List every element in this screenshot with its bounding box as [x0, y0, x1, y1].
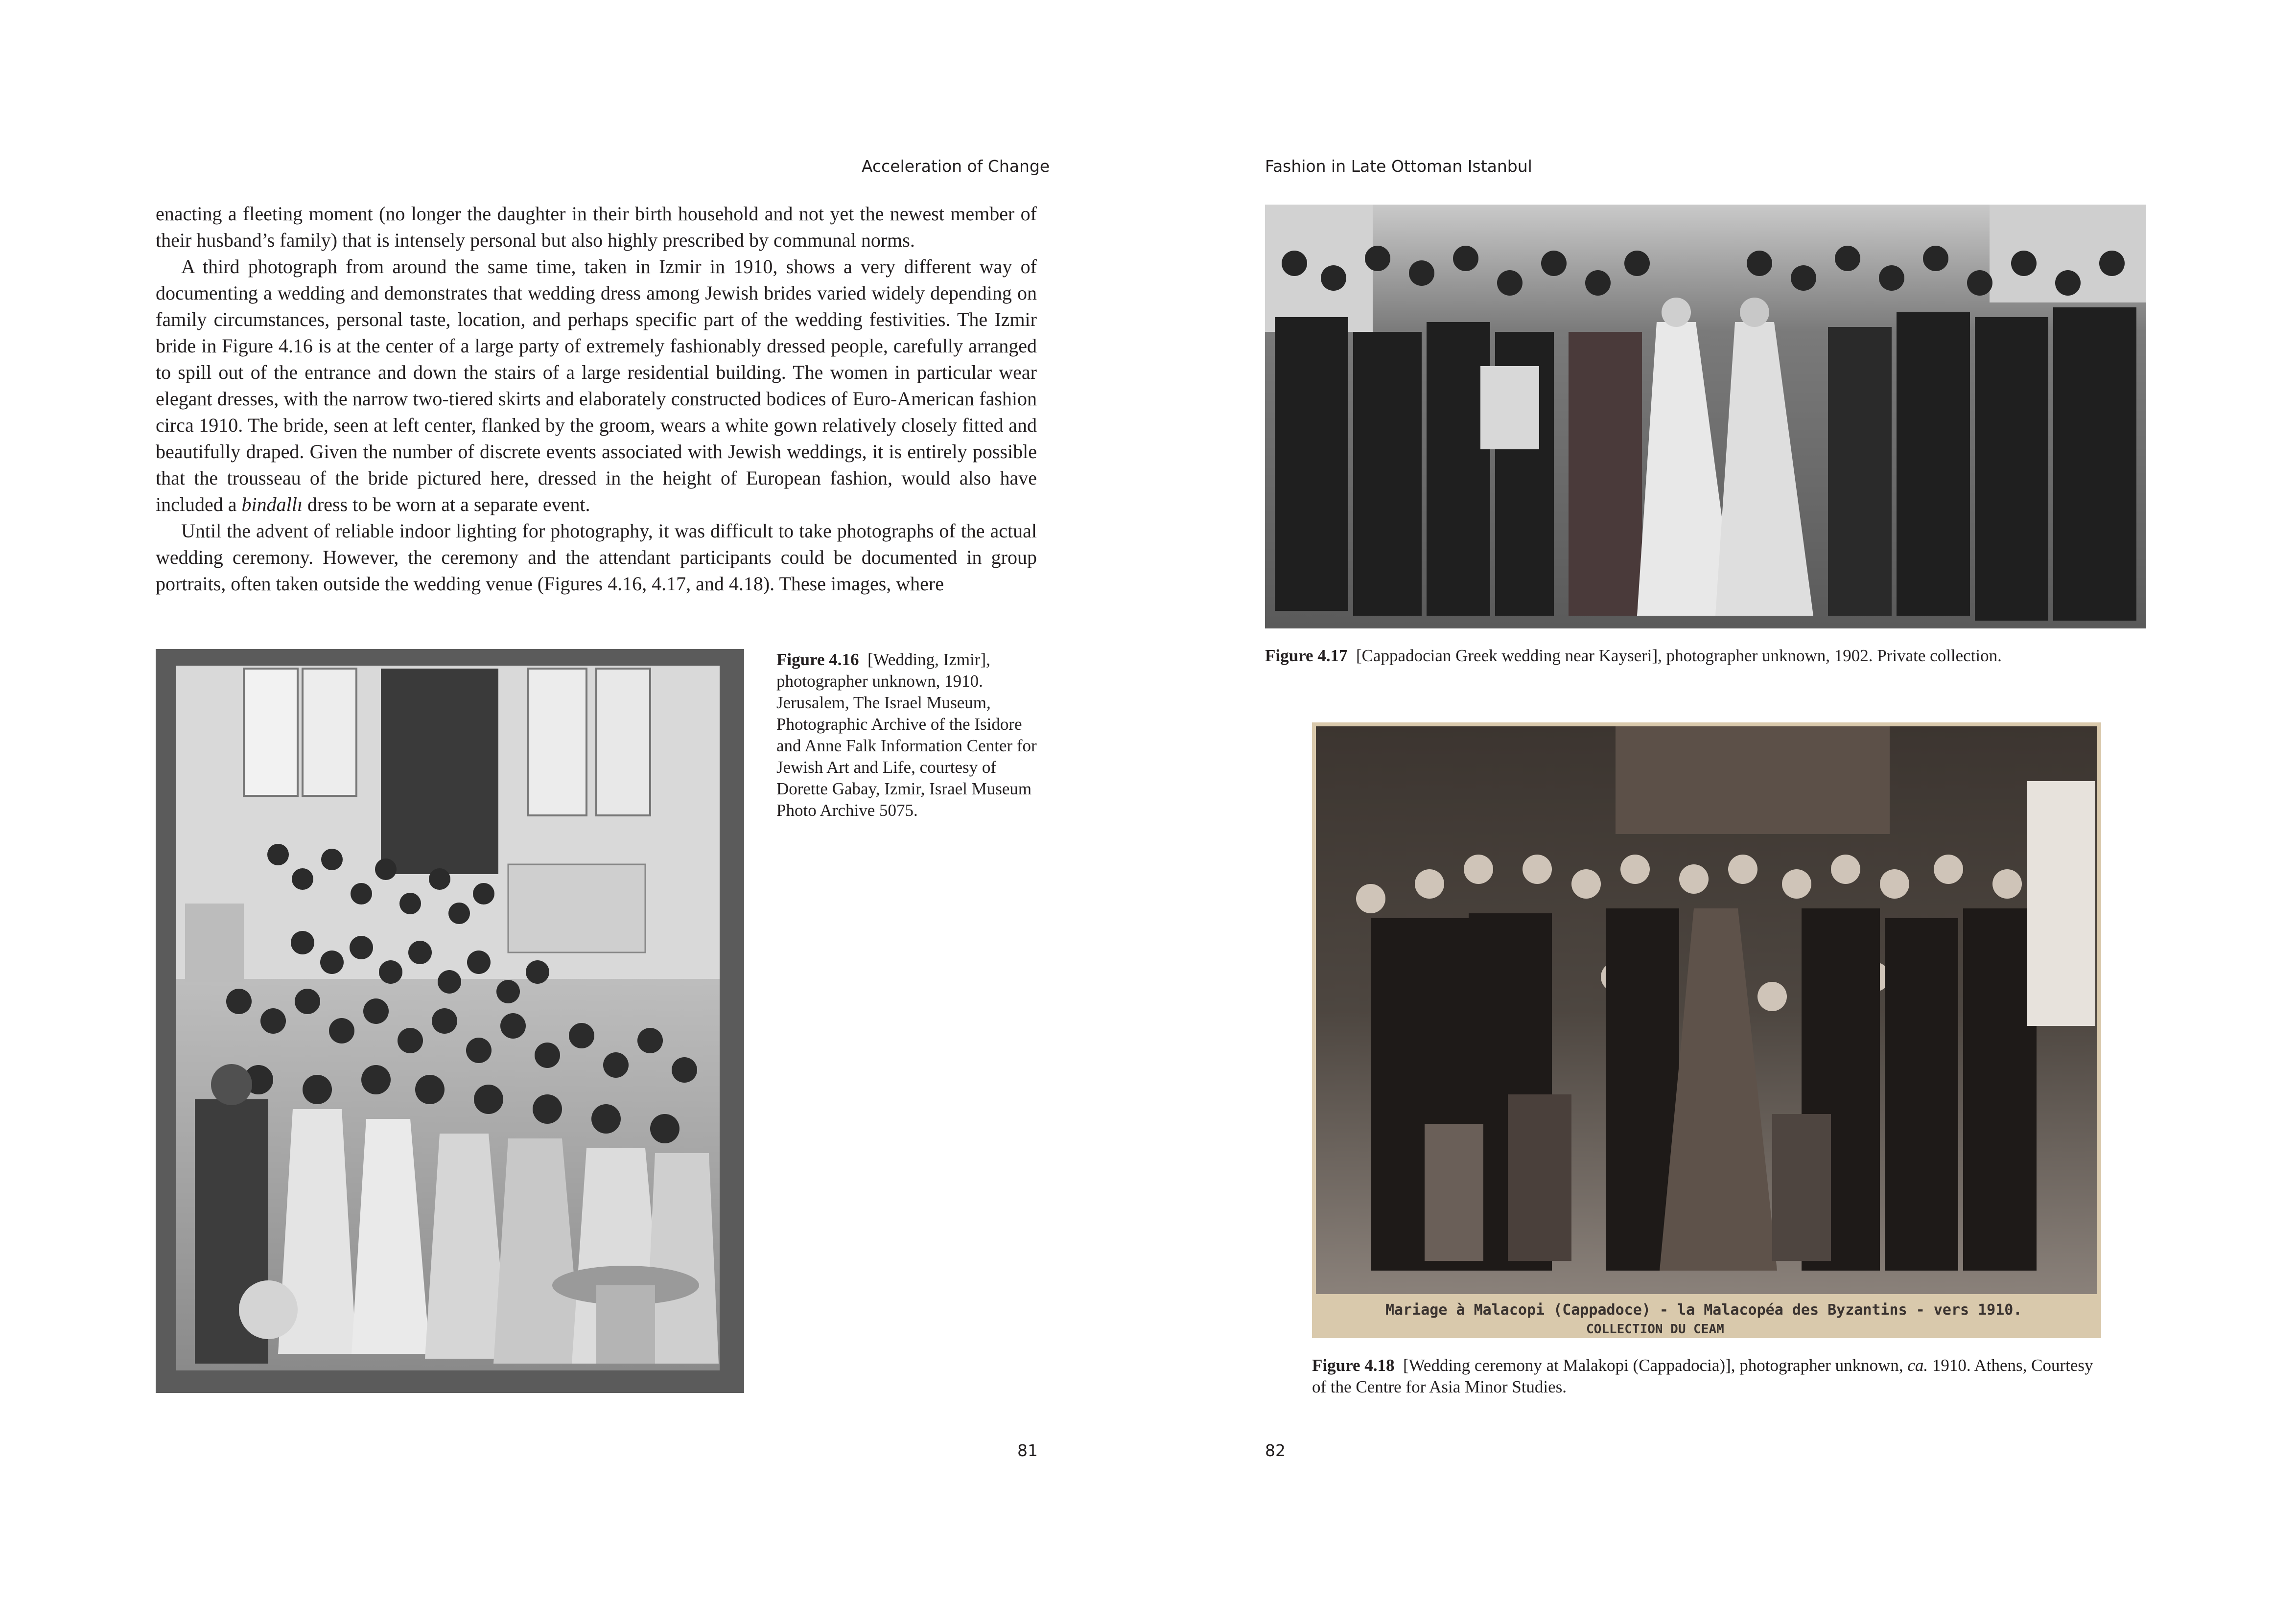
figure-4-16-caption: [776, 649, 1051, 821]
page-number-right: 82: [1265, 1441, 1286, 1460]
paragraph-2-text-a: A third photograph from around the same time, taken in Izmir in 1910, shows a very different way of documenting a wedding and demonstrates that wedding dress among Jewish brides varied widely depending on family circumstances, personal taste, location, and perhaps specific part of the wedding festivities. The Izmir bride in Figure 4.16 is at the center of a large party of extremely fashionably dressed people, carefully arranged to spill out of the entrance and down the stairs of a large residential building. The women in particular wear elegant dresses, with the narrow two-tiered skirts and elaborately constructed bodices of Euro-American fashion circa 1910. The bride, seen at left center, flanked by the groom, wears a white gown relatively closely fitted and beautifully draped. Given the number of discrete events associated with Jewish weddings, it is entirely possible that the trousseau of the bride pictured here, dressed in the height of European fashion, would also have included a: [156, 255, 1037, 515]
page-number-left: 81: [1017, 1441, 1038, 1460]
figure-4-18-caption-italic: ca.: [1907, 1356, 1928, 1375]
figure-4-18-photo: [1312, 722, 2101, 1338]
figure-4-18-caption-text-b: 1910. Athens, Courtesy of the Centre for Asia Minor Studies.: [1312, 1356, 2093, 1396]
running-head-left: Acceleration of Change: [862, 157, 1050, 176]
paragraph-2-text-b: dress to be worn at a separate event.: [302, 493, 590, 515]
paragraph-2: [156, 254, 1037, 518]
body-text: [156, 201, 1037, 597]
figure-4-18-inscription-line-2: COLLECTION DU CEAM: [1586, 1322, 1724, 1337]
figure-4-16-image: [156, 649, 744, 1393]
figure-4-16-photo: [156, 649, 744, 1393]
paragraph-1: enacting a fleeting moment (no longer the daughter in their birth household and not yet the newest member of their husband’s family) that is intensely personal but also highly prescribed by communal norms.: [156, 203, 1037, 251]
paragraph-2-italic-term: bindallı: [241, 493, 303, 515]
figure-4-17-photo: [1265, 205, 2146, 628]
paragraph-3: Until the advent of reliable indoor lighting for photography, it was difficult to take photographs of the actual wedding ceremony. However, the ceremony and the attendant participants could be documented in group portraits, often taken outside the wedding venue (Figures 4.16, 4.17, and 4.18). These images, where: [156, 520, 1037, 595]
figure-4-17-caption: [1265, 645, 2146, 667]
figure-4-18-caption-text-a: [Wedding ceremony at Malakopi (Cappadocia)], photographer unknown,: [1403, 1356, 1908, 1375]
figure-4-18-inscription-line-1: Mariage à Malacopi (Cappadoce) - la Malacopéa des Byzantins - vers 1910.: [1385, 1301, 2022, 1319]
figure-4-17-label: Figure 4.17: [1265, 646, 1348, 665]
running-head-right: Fashion in Late Ottoman Istanbul: [1265, 157, 1532, 176]
figure-4-18-caption: [1312, 1355, 2101, 1398]
figure-4-17-image: [1265, 205, 2146, 628]
figure-4-17-caption-text: [Cappadocian Greek wedding near Kayseri], photographer unknown, 1902. Private collection.: [1356, 646, 2002, 665]
figure-4-18-image: [1312, 722, 2101, 1338]
figure-4-18-label: Figure 4.18: [1312, 1356, 1395, 1375]
figure-4-16-label: Figure 4.16: [776, 650, 859, 669]
figure-4-16-caption-text: [Wedding, Izmir], photographer unknown, 1910. Jerusalem, The Israel Museum, Photographic Archive of the Isidore and Anne Falk Information Center for Jewish Art and Life, courtesy of Dorette Gabay, Izmir, Israel Museum Photo Archive 5075.: [776, 650, 1037, 820]
